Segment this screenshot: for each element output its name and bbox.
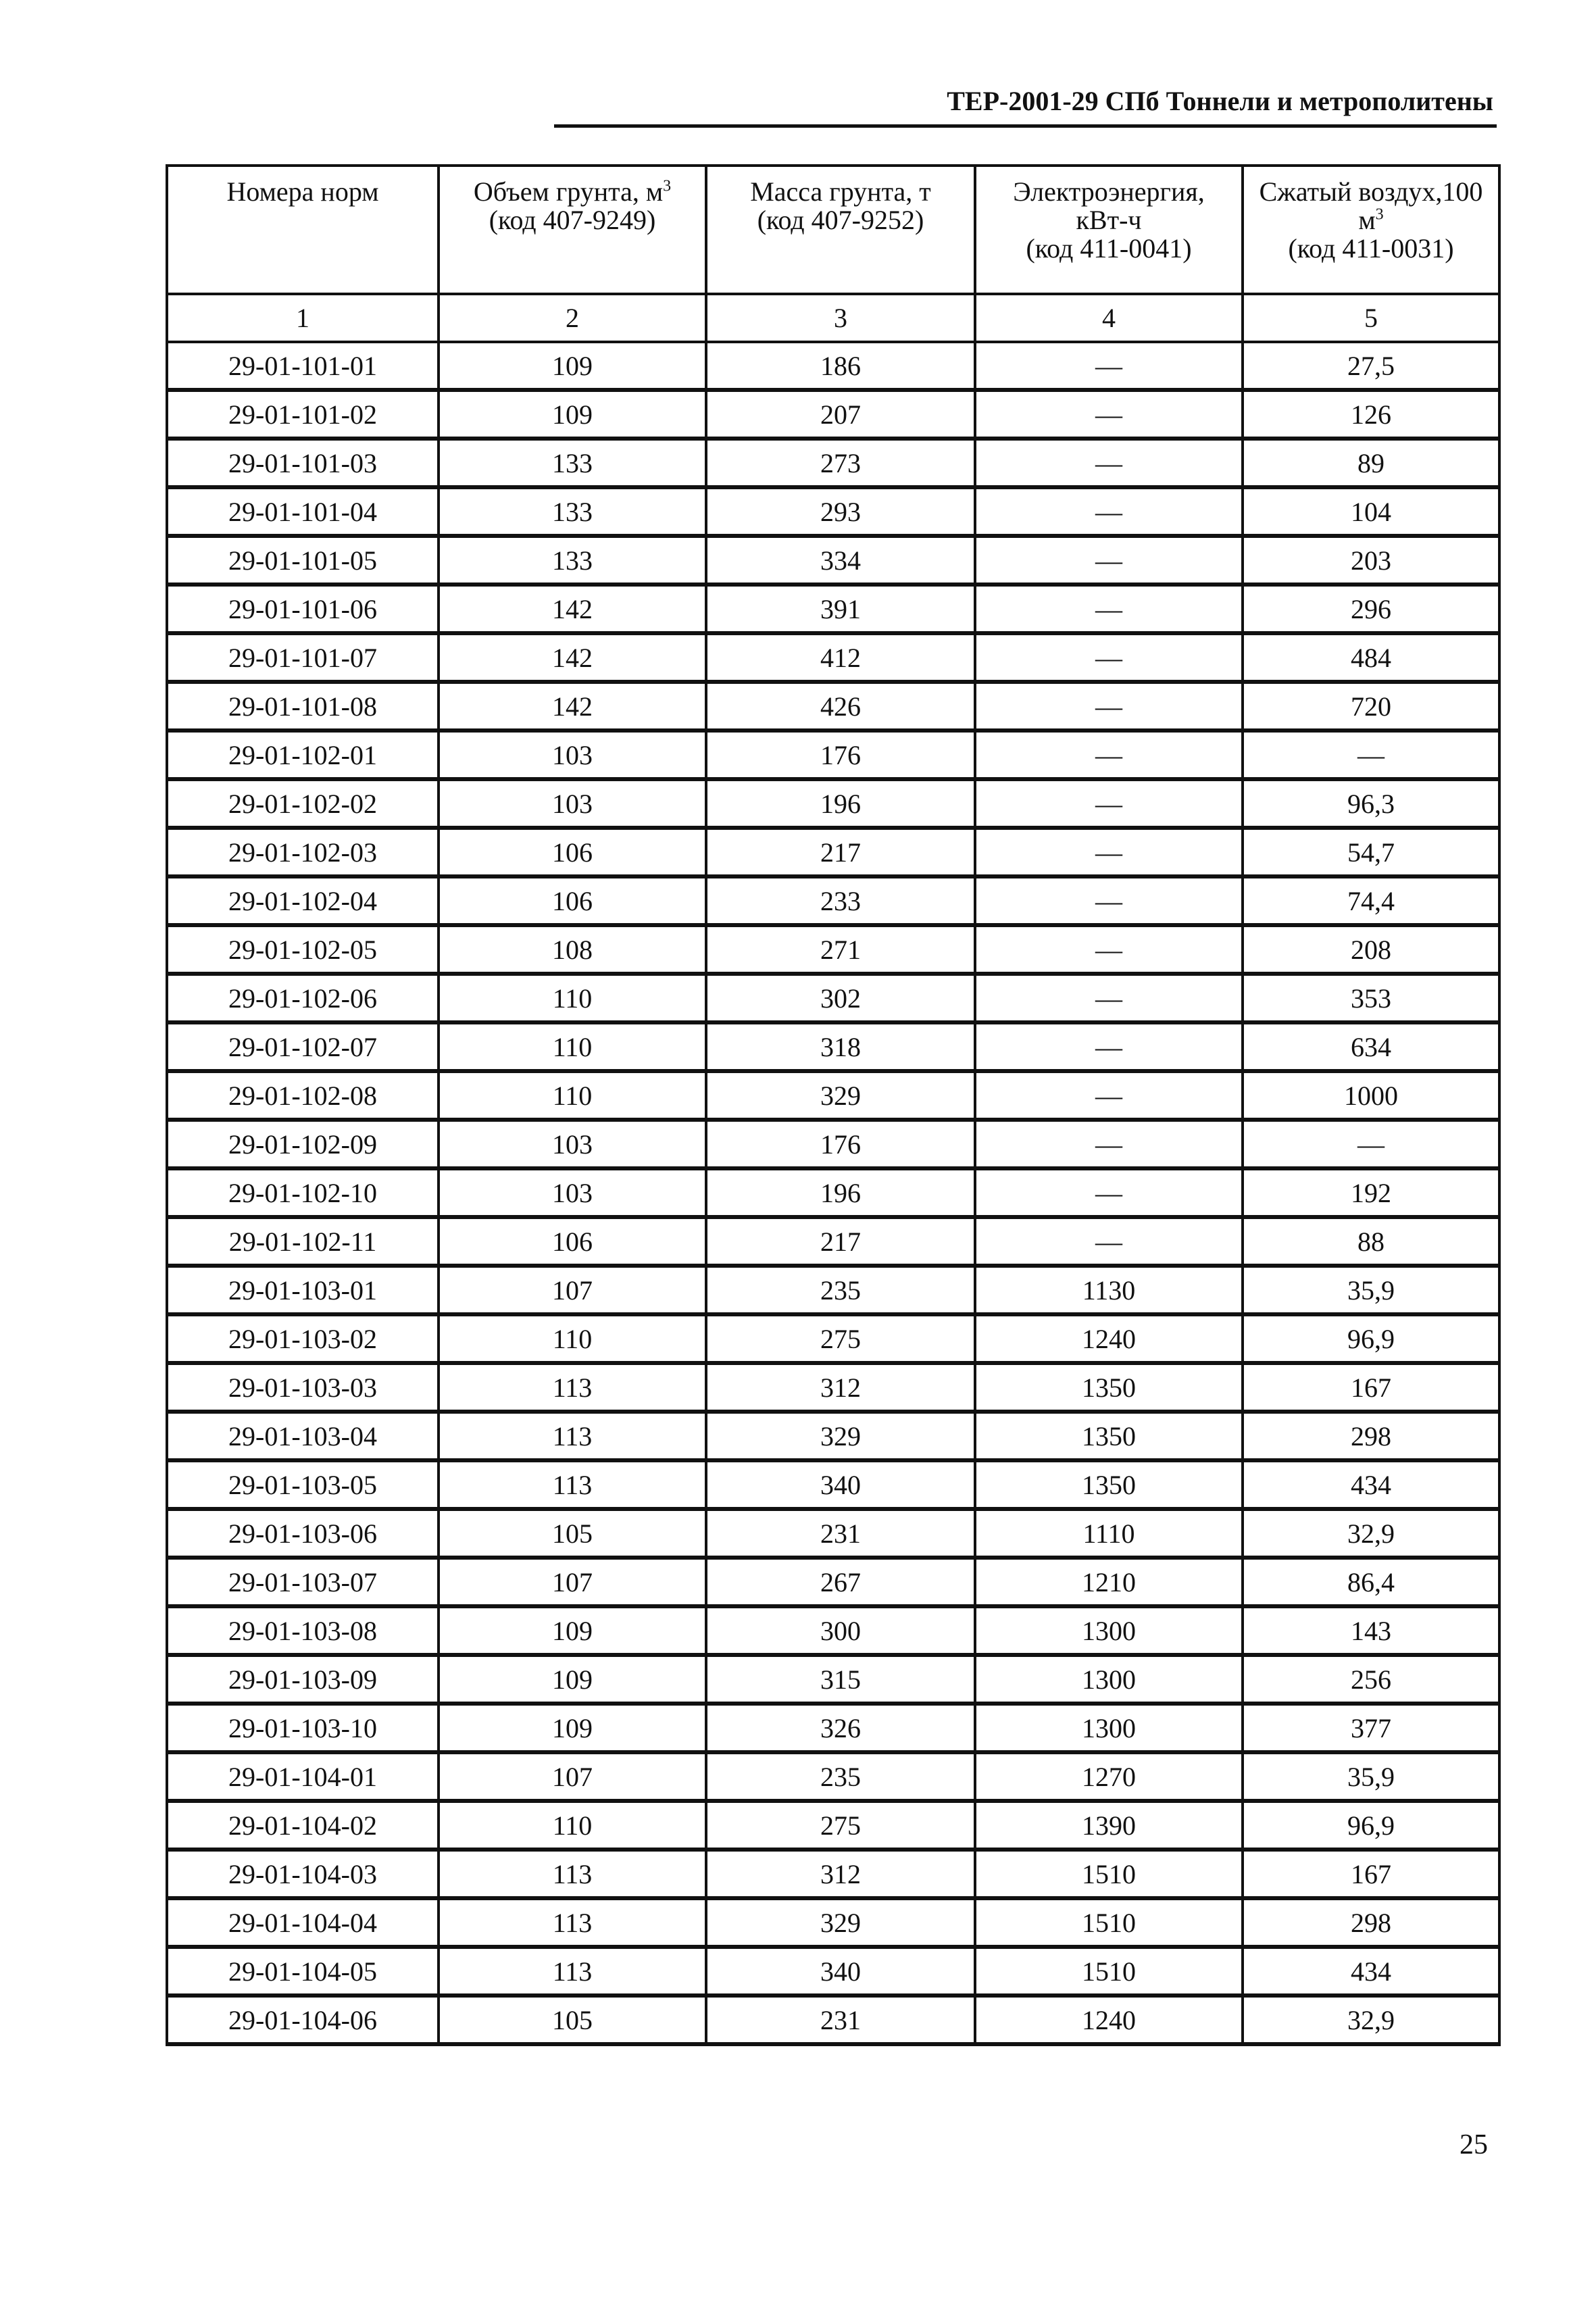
- electricity-cell: 1240: [975, 1996, 1243, 2044]
- compressed-air-cell: 35,9: [1243, 1266, 1499, 1314]
- soil-volume-cell: 110: [439, 1314, 706, 1363]
- norm-number-cell: 29-01-104-03: [167, 1850, 439, 1898]
- electricity-cell: —: [975, 876, 1243, 925]
- table-row: [167, 487, 1499, 536]
- norm-number-cell: 29-01-101-06: [167, 585, 439, 633]
- soil-volume-cell: 110: [439, 1071, 706, 1120]
- column-header-unit: м: [1358, 205, 1376, 235]
- soil-mass-cell: 275: [706, 1801, 975, 1850]
- norm-number-cell: 29-01-101-04: [167, 487, 439, 536]
- soil-mass-cell: 318: [706, 1022, 975, 1071]
- electricity-cell: —: [975, 439, 1243, 487]
- soil-mass-cell: 329: [706, 1898, 975, 1947]
- soil-volume-cell: 142: [439, 682, 706, 730]
- soil-volume-cell: 133: [439, 536, 706, 585]
- table-row: [167, 1412, 1499, 1460]
- table-row: [167, 1850, 1499, 1898]
- compressed-air-cell: 96,9: [1243, 1801, 1499, 1850]
- soil-mass-cell: 207: [706, 390, 975, 439]
- table-row: [167, 1266, 1499, 1314]
- soil-volume-cell: 105: [439, 1996, 706, 2044]
- soil-mass-cell: 312: [706, 1850, 975, 1898]
- compressed-air-cell: —: [1243, 1120, 1499, 1168]
- soil-volume-cell: 113: [439, 1898, 706, 1947]
- soil-mass-cell: 235: [706, 1266, 975, 1314]
- norm-number-cell: 29-01-103-08: [167, 1606, 439, 1655]
- soil-volume-cell: 110: [439, 1801, 706, 1850]
- soil-volume-cell: 109: [439, 1655, 706, 1704]
- compressed-air-cell: 298: [1243, 1898, 1499, 1947]
- electricity-cell: 1130: [975, 1266, 1243, 1314]
- column-header-label: Номера норм: [226, 176, 379, 207]
- column-header-unit: кВт-ч: [1076, 205, 1142, 235]
- soil-mass-cell: 412: [706, 633, 975, 682]
- electricity-cell: —: [975, 633, 1243, 682]
- electricity-cell: 1270: [975, 1752, 1243, 1801]
- norms-table: [166, 164, 1501, 2046]
- soil-mass-cell: 233: [706, 876, 975, 925]
- compressed-air-cell: 54,7: [1243, 828, 1499, 876]
- norm-number-cell: 29-01-103-01: [167, 1266, 439, 1314]
- table-row: [167, 925, 1499, 974]
- electricity-cell: —: [975, 1168, 1243, 1217]
- compressed-air-cell: 434: [1243, 1460, 1499, 1509]
- column-header-code: (код 407-9252): [757, 205, 924, 235]
- column-header-code: (код 411-0041): [1026, 233, 1192, 264]
- norm-number-cell: 29-01-103-05: [167, 1460, 439, 1509]
- column-number: 3: [706, 294, 975, 342]
- electricity-cell: 1350: [975, 1363, 1243, 1412]
- soil-volume-cell: 107: [439, 1558, 706, 1606]
- compressed-air-cell: 634: [1243, 1022, 1499, 1071]
- soil-volume-cell: 113: [439, 1363, 706, 1412]
- norm-number-cell: 29-01-101-01: [167, 342, 439, 390]
- table-row: [167, 1606, 1499, 1655]
- norm-number-cell: 29-01-103-02: [167, 1314, 439, 1363]
- column-header-soil-mass: [706, 166, 975, 294]
- compressed-air-cell: 203: [1243, 536, 1499, 585]
- electricity-cell: —: [975, 585, 1243, 633]
- norm-number-cell: 29-01-101-08: [167, 682, 439, 730]
- soil-volume-cell: 107: [439, 1752, 706, 1801]
- table-row: [167, 1217, 1499, 1266]
- soil-mass-cell: 391: [706, 585, 975, 633]
- soil-mass-cell: 426: [706, 682, 975, 730]
- column-header-label: Сжатый воздух,100: [1259, 176, 1483, 207]
- table-row: [167, 1558, 1499, 1606]
- column-header-norm-numbers: [167, 166, 439, 294]
- compressed-air-cell: 296: [1243, 585, 1499, 633]
- table-row: [167, 439, 1499, 487]
- norm-number-cell: 29-01-104-06: [167, 1996, 439, 2044]
- column-header-label: Объем грунта, м: [473, 176, 664, 207]
- electricity-cell: —: [975, 536, 1243, 585]
- table-row: [167, 1947, 1499, 1996]
- electricity-cell: —: [975, 682, 1243, 730]
- soil-mass-cell: 315: [706, 1655, 975, 1704]
- norm-number-cell: 29-01-101-02: [167, 390, 439, 439]
- table-row: [167, 1120, 1499, 1168]
- table-row: [167, 779, 1499, 828]
- column-number: 2: [439, 294, 706, 342]
- electricity-cell: —: [975, 925, 1243, 974]
- compressed-air-cell: 27,5: [1243, 342, 1499, 390]
- soil-volume-cell: 108: [439, 925, 706, 974]
- soil-mass-cell: 196: [706, 1168, 975, 1217]
- compressed-air-cell: 484: [1243, 633, 1499, 682]
- soil-mass-cell: 271: [706, 925, 975, 974]
- soil-volume-cell: 109: [439, 1606, 706, 1655]
- soil-mass-cell: 326: [706, 1704, 975, 1752]
- compressed-air-cell: 434: [1243, 1947, 1499, 1996]
- soil-volume-cell: 106: [439, 828, 706, 876]
- compressed-air-cell: 96,9: [1243, 1314, 1499, 1363]
- compressed-air-cell: 89: [1243, 439, 1499, 487]
- electricity-cell: 1110: [975, 1509, 1243, 1558]
- norm-number-cell: 29-01-103-10: [167, 1704, 439, 1752]
- norm-number-cell: 29-01-104-05: [167, 1947, 439, 1996]
- soil-mass-cell: 300: [706, 1606, 975, 1655]
- electricity-cell: —: [975, 342, 1243, 390]
- header-rule: [554, 124, 1497, 128]
- electricity-cell: 1300: [975, 1606, 1243, 1655]
- compressed-air-cell: 74,4: [1243, 876, 1499, 925]
- soil-mass-cell: 302: [706, 974, 975, 1022]
- table-row: [167, 1898, 1499, 1947]
- table-row: [167, 1752, 1499, 1801]
- soil-mass-cell: 329: [706, 1071, 975, 1120]
- soil-volume-cell: 103: [439, 730, 706, 779]
- table-row: [167, 1509, 1499, 1558]
- electricity-cell: —: [975, 487, 1243, 536]
- electricity-cell: —: [975, 828, 1243, 876]
- table-row: [167, 633, 1499, 682]
- electricity-cell: 1350: [975, 1460, 1243, 1509]
- soil-volume-cell: 110: [439, 1022, 706, 1071]
- soil-volume-cell: 109: [439, 390, 706, 439]
- electricity-cell: 1390: [975, 1801, 1243, 1850]
- norm-number-cell: 29-01-103-04: [167, 1412, 439, 1460]
- norm-number-cell: 29-01-101-05: [167, 536, 439, 585]
- table-row: [167, 876, 1499, 925]
- column-header-code: (код 411-0031): [1288, 233, 1454, 264]
- electricity-cell: 1510: [975, 1947, 1243, 1996]
- soil-mass-cell: 334: [706, 536, 975, 585]
- norm-number-cell: 29-01-102-03: [167, 828, 439, 876]
- norm-number-cell: 29-01-102-09: [167, 1120, 439, 1168]
- norm-number-cell: 29-01-101-03: [167, 439, 439, 487]
- table-row: [167, 342, 1499, 390]
- table-row: [167, 1022, 1499, 1071]
- column-header-code: (код 407-9249): [489, 205, 656, 235]
- norm-number-cell: 29-01-104-01: [167, 1752, 439, 1801]
- compressed-air-cell: —: [1243, 730, 1499, 779]
- soil-mass-cell: 340: [706, 1947, 975, 1996]
- norm-number-cell: 29-01-102-02: [167, 779, 439, 828]
- soil-volume-cell: 103: [439, 1120, 706, 1168]
- soil-mass-cell: 275: [706, 1314, 975, 1363]
- compressed-air-cell: 1000: [1243, 1071, 1499, 1120]
- superscript: 3: [663, 177, 672, 195]
- compressed-air-cell: 298: [1243, 1412, 1499, 1460]
- electricity-cell: —: [975, 1071, 1243, 1120]
- page-number: 25: [1460, 2129, 1488, 2160]
- soil-mass-cell: 231: [706, 1996, 975, 2044]
- column-header-electricity: [975, 166, 1243, 294]
- column-number: 1: [167, 294, 439, 342]
- table-row: [167, 1314, 1499, 1363]
- table-row: [167, 1996, 1499, 2044]
- electricity-cell: 1510: [975, 1898, 1243, 1947]
- electricity-cell: —: [975, 1022, 1243, 1071]
- soil-mass-cell: 312: [706, 1363, 975, 1412]
- electricity-cell: —: [975, 779, 1243, 828]
- soil-mass-cell: 293: [706, 487, 975, 536]
- soil-volume-cell: 103: [439, 779, 706, 828]
- table-row: [167, 1363, 1499, 1412]
- compressed-air-cell: 167: [1243, 1363, 1499, 1412]
- soil-volume-cell: 105: [439, 1509, 706, 1558]
- soil-volume-cell: 142: [439, 585, 706, 633]
- compressed-air-cell: 377: [1243, 1704, 1499, 1752]
- compressed-air-cell: 720: [1243, 682, 1499, 730]
- norm-number-cell: 29-01-103-07: [167, 1558, 439, 1606]
- soil-volume-cell: 103: [439, 1168, 706, 1217]
- column-header-soil-volume: [439, 166, 706, 294]
- norm-number-cell: 29-01-102-07: [167, 1022, 439, 1071]
- soil-volume-cell: 133: [439, 487, 706, 536]
- compressed-air-cell: 192: [1243, 1168, 1499, 1217]
- soil-mass-cell: 186: [706, 342, 975, 390]
- soil-mass-cell: 196: [706, 779, 975, 828]
- norm-number-cell: 29-01-103-09: [167, 1655, 439, 1704]
- electricity-cell: 1300: [975, 1704, 1243, 1752]
- soil-volume-cell: 109: [439, 1704, 706, 1752]
- soil-volume-cell: 133: [439, 439, 706, 487]
- soil-volume-cell: 113: [439, 1850, 706, 1898]
- table-row: [167, 1801, 1499, 1850]
- norm-number-cell: 29-01-102-05: [167, 925, 439, 974]
- table-row: [167, 1460, 1499, 1509]
- table-row: [167, 828, 1499, 876]
- norm-number-cell: 29-01-102-01: [167, 730, 439, 779]
- norm-number-cell: 29-01-104-04: [167, 1898, 439, 1947]
- column-header-compressed-air: [1243, 166, 1499, 294]
- soil-volume-cell: 142: [439, 633, 706, 682]
- soil-mass-cell: 217: [706, 1217, 975, 1266]
- column-header-label: Масса грунта, т: [750, 176, 931, 207]
- table-row: [167, 585, 1499, 633]
- soil-mass-cell: 176: [706, 730, 975, 779]
- norm-number-cell: 29-01-102-11: [167, 1217, 439, 1266]
- compressed-air-cell: 88: [1243, 1217, 1499, 1266]
- electricity-cell: 1510: [975, 1850, 1243, 1898]
- norm-number-cell: 29-01-102-06: [167, 974, 439, 1022]
- table-row: [167, 1071, 1499, 1120]
- electricity-cell: 1300: [975, 1655, 1243, 1704]
- electricity-cell: —: [975, 1120, 1243, 1168]
- compressed-air-cell: 167: [1243, 1850, 1499, 1898]
- table-row: [167, 682, 1499, 730]
- column-number: 4: [975, 294, 1243, 342]
- column-number: 5: [1243, 294, 1499, 342]
- soil-mass-cell: 340: [706, 1460, 975, 1509]
- soil-mass-cell: 235: [706, 1752, 975, 1801]
- soil-volume-cell: 106: [439, 1217, 706, 1266]
- running-header-title: ТЕР-2001-29 СПб Тоннели и метрополитены: [947, 86, 1493, 116]
- electricity-cell: —: [975, 1217, 1243, 1266]
- soil-mass-cell: 267: [706, 1558, 975, 1606]
- superscript: 3: [1375, 205, 1384, 224]
- table-row: [167, 536, 1499, 585]
- norm-number-cell: 29-01-102-10: [167, 1168, 439, 1217]
- table-row: [167, 390, 1499, 439]
- soil-volume-cell: 113: [439, 1412, 706, 1460]
- compressed-air-cell: 35,9: [1243, 1752, 1499, 1801]
- compressed-air-cell: 96,3: [1243, 779, 1499, 828]
- compressed-air-cell: 126: [1243, 390, 1499, 439]
- electricity-cell: 1210: [975, 1558, 1243, 1606]
- table-row: [167, 1704, 1499, 1752]
- soil-volume-cell: 109: [439, 342, 706, 390]
- electricity-cell: —: [975, 974, 1243, 1022]
- norm-number-cell: 29-01-104-02: [167, 1801, 439, 1850]
- electricity-cell: 1240: [975, 1314, 1243, 1363]
- column-number-row: [167, 294, 1499, 342]
- norm-number-cell: 29-01-102-04: [167, 876, 439, 925]
- soil-mass-cell: 273: [706, 439, 975, 487]
- compressed-air-cell: 32,9: [1243, 1509, 1499, 1558]
- soil-volume-cell: 107: [439, 1266, 706, 1314]
- compressed-air-cell: 32,9: [1243, 1996, 1499, 2044]
- norm-number-cell: 29-01-103-03: [167, 1363, 439, 1412]
- electricity-cell: —: [975, 390, 1243, 439]
- soil-volume-cell: 113: [439, 1947, 706, 1996]
- soil-mass-cell: 217: [706, 828, 975, 876]
- compressed-air-cell: 353: [1243, 974, 1499, 1022]
- electricity-cell: —: [975, 730, 1243, 779]
- compressed-air-cell: 208: [1243, 925, 1499, 974]
- soil-mass-cell: 329: [706, 1412, 975, 1460]
- table-row: [167, 1655, 1499, 1704]
- table-row: [167, 730, 1499, 779]
- soil-mass-cell: 231: [706, 1509, 975, 1558]
- soil-mass-cell: 176: [706, 1120, 975, 1168]
- norm-number-cell: 29-01-101-07: [167, 633, 439, 682]
- norm-number-cell: 29-01-102-08: [167, 1071, 439, 1120]
- compressed-air-cell: 86,4: [1243, 1558, 1499, 1606]
- compressed-air-cell: 143: [1243, 1606, 1499, 1655]
- compressed-air-cell: 256: [1243, 1655, 1499, 1704]
- soil-volume-cell: 110: [439, 974, 706, 1022]
- table-row: [167, 974, 1499, 1022]
- table-header-row: [167, 166, 1499, 294]
- compressed-air-cell: 104: [1243, 487, 1499, 536]
- table-body: [167, 342, 1499, 2044]
- column-header-label: Электроэнергия,: [1013, 176, 1205, 207]
- soil-volume-cell: 106: [439, 876, 706, 925]
- electricity-cell: 1350: [975, 1412, 1243, 1460]
- table-row: [167, 1168, 1499, 1217]
- soil-volume-cell: 113: [439, 1460, 706, 1509]
- norm-number-cell: 29-01-103-06: [167, 1509, 439, 1558]
